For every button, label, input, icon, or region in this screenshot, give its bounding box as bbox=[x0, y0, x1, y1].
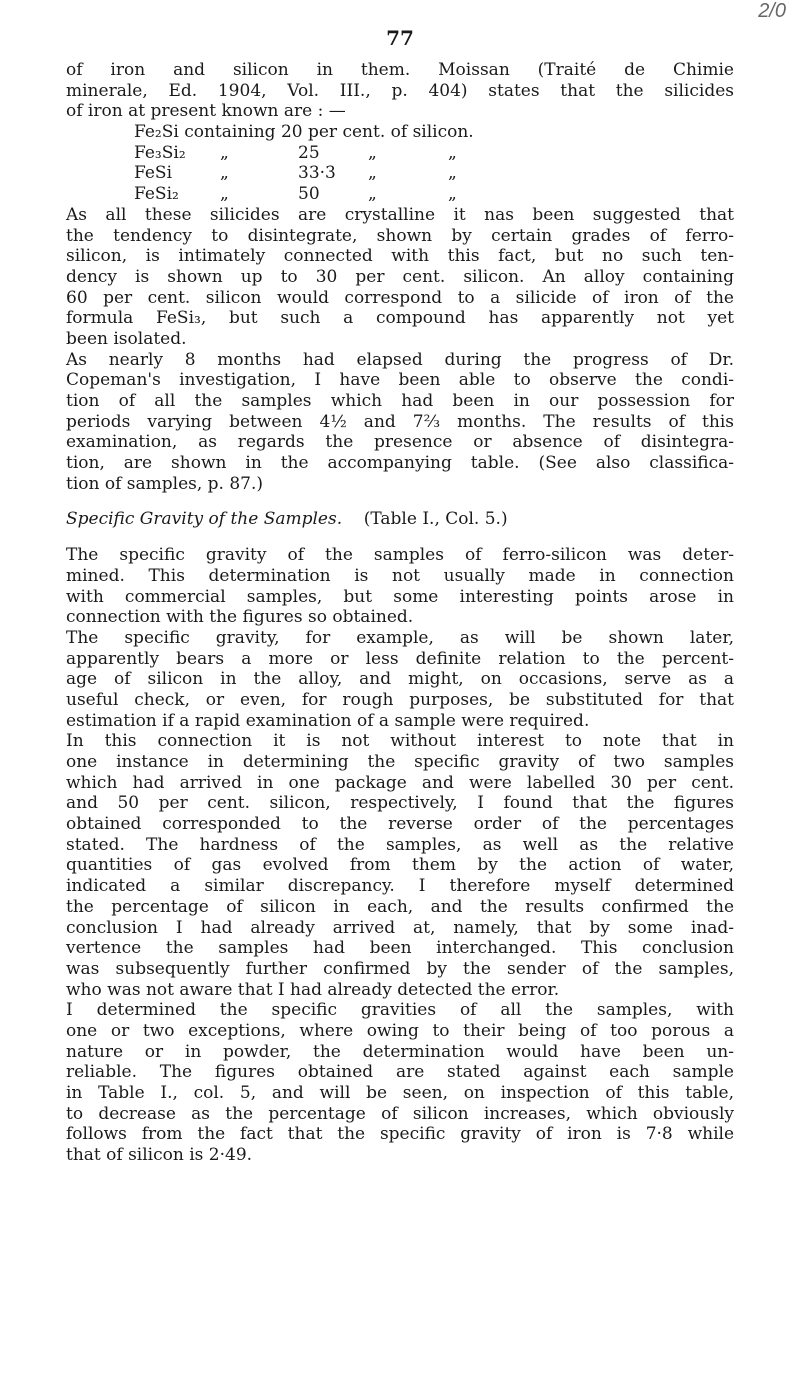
formula-row: Fe₂Si containing 20 per cent. of silicon. bbox=[134, 122, 474, 143]
text-line: The specific gravity of the samples of ferro-silicon was deter- bbox=[66, 545, 734, 566]
paragraph-gravities bbox=[66, 1000, 734, 1166]
text-line: As all these silicides are crystalline it nas been suggested that bbox=[66, 204, 734, 225]
text-line: tion, are shown in the accompanying table. (See also classifica- bbox=[66, 453, 734, 474]
text-line: formula FeSi₃, but such a compound has apparently not yet bbox=[66, 308, 734, 329]
text-line: obtained corresponded to the reverse order of the percentages bbox=[66, 814, 734, 835]
text-line: been isolated. bbox=[66, 328, 187, 349]
text-line: one or two exceptions, where owing to their being of too porous a bbox=[66, 1020, 734, 1041]
text-line: connection with the figures so obtained. bbox=[66, 607, 414, 628]
paragraph-instance bbox=[66, 731, 734, 1000]
formula-row bbox=[66, 143, 734, 164]
ditto-mark: „ bbox=[220, 184, 229, 205]
body-text bbox=[66, 60, 734, 1166]
text-line: indicated a similar discrepancy. I therefore myself determined bbox=[66, 876, 734, 897]
text-line: in Table I., col. 5, and will be seen, on inspection of this table, bbox=[66, 1083, 734, 1103]
ditto-mark: „ bbox=[368, 142, 377, 163]
text-line: with commercial samples, but some interesting points arose in bbox=[66, 586, 734, 607]
text-line: dency is shown up to 30 per cent. silicon. An alloy containing bbox=[66, 266, 734, 287]
text-line: examination, as regards the presence or absence of disintegra- bbox=[66, 432, 734, 453]
formula: Fe₃Si₂ bbox=[134, 142, 186, 163]
text-line: of iron and silicon in them. Moissan (Traité de Chimie bbox=[66, 60, 734, 80]
text-line: and 50 per cent. silicon, respectively, I found that the figures bbox=[66, 793, 734, 814]
text-line: silicon, is intimately connected with this fact, but no such ten- bbox=[66, 246, 734, 267]
text-line: who was not aware that I had already detected the error. bbox=[66, 979, 560, 1000]
text-line: apparently bears a more or less definite relation to the percent- bbox=[66, 648, 734, 669]
text-line: minerale, Ed. 1904, Vol. III., p. 404) states that the silicides bbox=[66, 80, 734, 101]
text-line: nature or in powder, the determination would have been un- bbox=[66, 1041, 734, 1062]
text-line: quantities of gas evolved from them by the action of water, bbox=[66, 855, 734, 876]
text-line: conclusion I had already arrived at, namely, that by some inad- bbox=[66, 917, 734, 938]
text-line: 60 per cent. silicon would correspond to a silicide of iron of the bbox=[66, 287, 734, 308]
text-line: follows from the fact that the specific gravity of iron is 7·8 while bbox=[66, 1124, 734, 1145]
text-line: that of silicon is 2·49. bbox=[66, 1145, 253, 1166]
text-line: tion of all the samples which had been in our possession for bbox=[66, 391, 734, 411]
text-line: age of silicon in the alloy, and might, on occasions, serve as a bbox=[66, 669, 734, 690]
ditto-mark: „ bbox=[368, 184, 377, 205]
handwritten-mark: 2/0 bbox=[758, 0, 786, 22]
intro bbox=[66, 60, 734, 122]
text-line: tion of samples, p. 87.) bbox=[66, 473, 264, 494]
text-line: The specific gravity, for example, as will be shown later, bbox=[66, 627, 734, 648]
ditto-mark: „ bbox=[220, 163, 229, 184]
silicon-percent: 25 bbox=[298, 142, 320, 163]
ditto-mark: „ bbox=[448, 163, 457, 184]
section-heading-reference: (Table I., Col. 5.) bbox=[363, 509, 508, 530]
ditto-mark: „ bbox=[448, 184, 457, 205]
text-line: of iron at present known are : — bbox=[66, 101, 346, 122]
ditto-mark: „ bbox=[220, 142, 229, 163]
text-line: one instance in determining the specific gravity of two samples bbox=[66, 752, 734, 772]
text-line: estimation if a rapid examination of a sample were required. bbox=[66, 710, 590, 731]
paragraph-relation bbox=[66, 628, 734, 731]
paragraph-determination bbox=[66, 545, 734, 628]
silicon-percent: 50 bbox=[298, 184, 320, 205]
text-line: In this connection it is not without interest to note that in bbox=[66, 731, 734, 752]
section-heading bbox=[66, 509, 734, 530]
text-line: the percentage of silicon in each, and the results confirmed the bbox=[66, 896, 734, 917]
text-line: I determined the specific gravities of all the samples, with bbox=[66, 1000, 734, 1021]
ditto-mark: „ bbox=[448, 142, 457, 163]
text-line: Copeman's investigation, I have been able to observe the condi- bbox=[66, 370, 734, 391]
section-heading-title: Specific Gravity of the Samples. bbox=[66, 509, 343, 530]
formula: FeSi₂ bbox=[134, 184, 179, 205]
silicon-percent: 33·3 bbox=[298, 163, 336, 184]
text-line: periods varying between 4½ and 7⅔ months. The results of this bbox=[66, 411, 734, 432]
silicide-formula-table bbox=[66, 122, 734, 205]
text-line: useful check, or even, for rough purposes, be substituted for that bbox=[66, 689, 734, 710]
formula: FeSi bbox=[134, 163, 173, 184]
text-line: to decrease as the percentage of silicon increases, which obviously bbox=[66, 1103, 734, 1124]
text-line: the tendency to disintegrate, shown by certain grades of ferro- bbox=[66, 225, 734, 246]
paragraph-silicides bbox=[66, 205, 734, 350]
text-line: As nearly 8 months had elapsed during the progress of Dr. bbox=[66, 349, 734, 370]
text-line: mined. This determination is not usually made in connection bbox=[66, 565, 734, 586]
formula-row bbox=[66, 184, 734, 205]
formula-row bbox=[66, 163, 734, 184]
paragraph-investigation bbox=[66, 350, 734, 495]
text-line: vertence the samples had been interchanged. This conclusion bbox=[66, 938, 734, 959]
text-line: which had arrived in one package and were labelled 30 per cent. bbox=[66, 772, 734, 793]
text-line: reliable. The figures obtained are stated against each sample bbox=[66, 1062, 734, 1083]
ditto-mark: „ bbox=[368, 163, 377, 184]
page-number: 77 bbox=[386, 26, 414, 50]
text-line: stated. The hardness of the samples, as well as the relative bbox=[66, 834, 734, 855]
text-line: was subsequently further confirmed by the sender of the samples, bbox=[66, 958, 734, 979]
